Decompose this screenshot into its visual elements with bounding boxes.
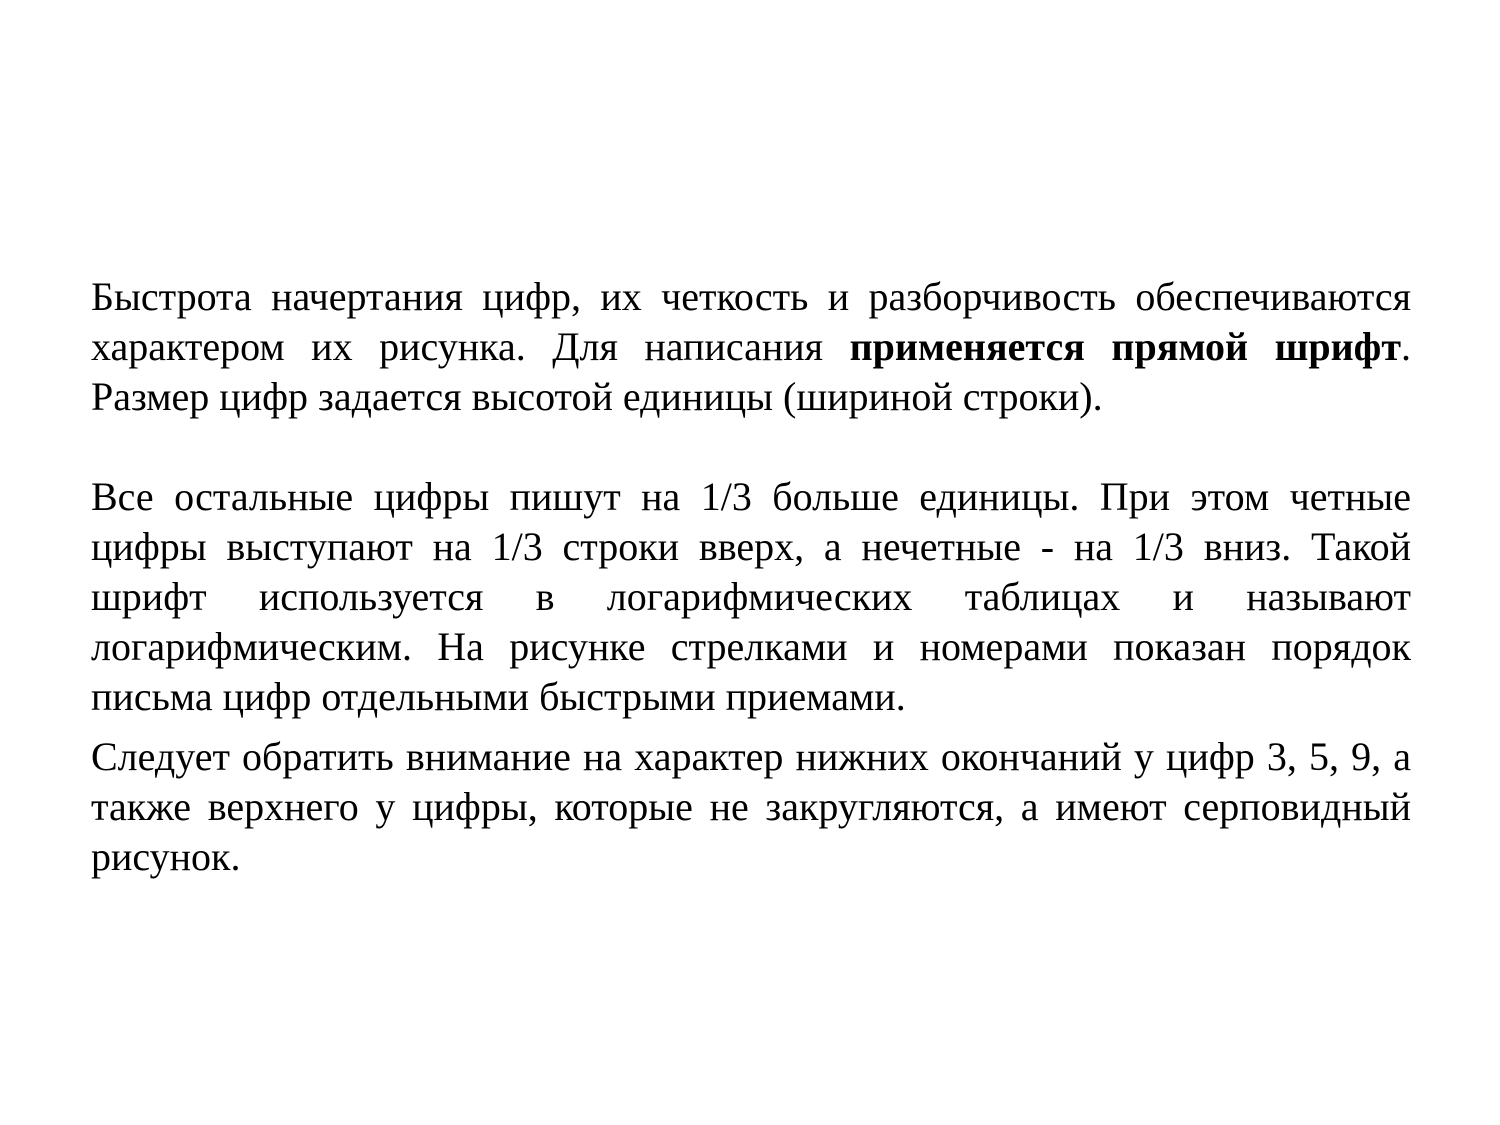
paragraph-digit-style (91, 272, 1411, 422)
paragraph-logarithmic-font: Все остальные цифры пишут на 1/3 больше единицы. При этом четные цифры выступают на 1/3 строки вверх, а нечетные - на 1/3 вниз. Такой шрифт используется в логарифмических таблицах и называют логарифмическим. На рисунке стрелками и номерами показан порядок письма цифр отдельными быстрыми приемами. (91, 474, 1411, 719)
paragraph-1-text-after: . Размер цифр задается высотой единицы (шириной строки). (91, 324, 1412, 419)
paragraph-1-text-before: Быстрота начертания цифр, их четкость и разборчивость обеспечиваются характером их рисунка. Для написания (91, 274, 1411, 369)
paragraph-1-bold-text: применяется прямой шрифт (849, 324, 1402, 369)
slide-body (91, 272, 1411, 882)
paragraph-endings-note: Следует обратить внимание на характер нижних окончаний у цифр 3, 5, 9, а также верхнего у цифры, которые не закругляются, а имеют серповидный рисунок. (91, 734, 1411, 879)
